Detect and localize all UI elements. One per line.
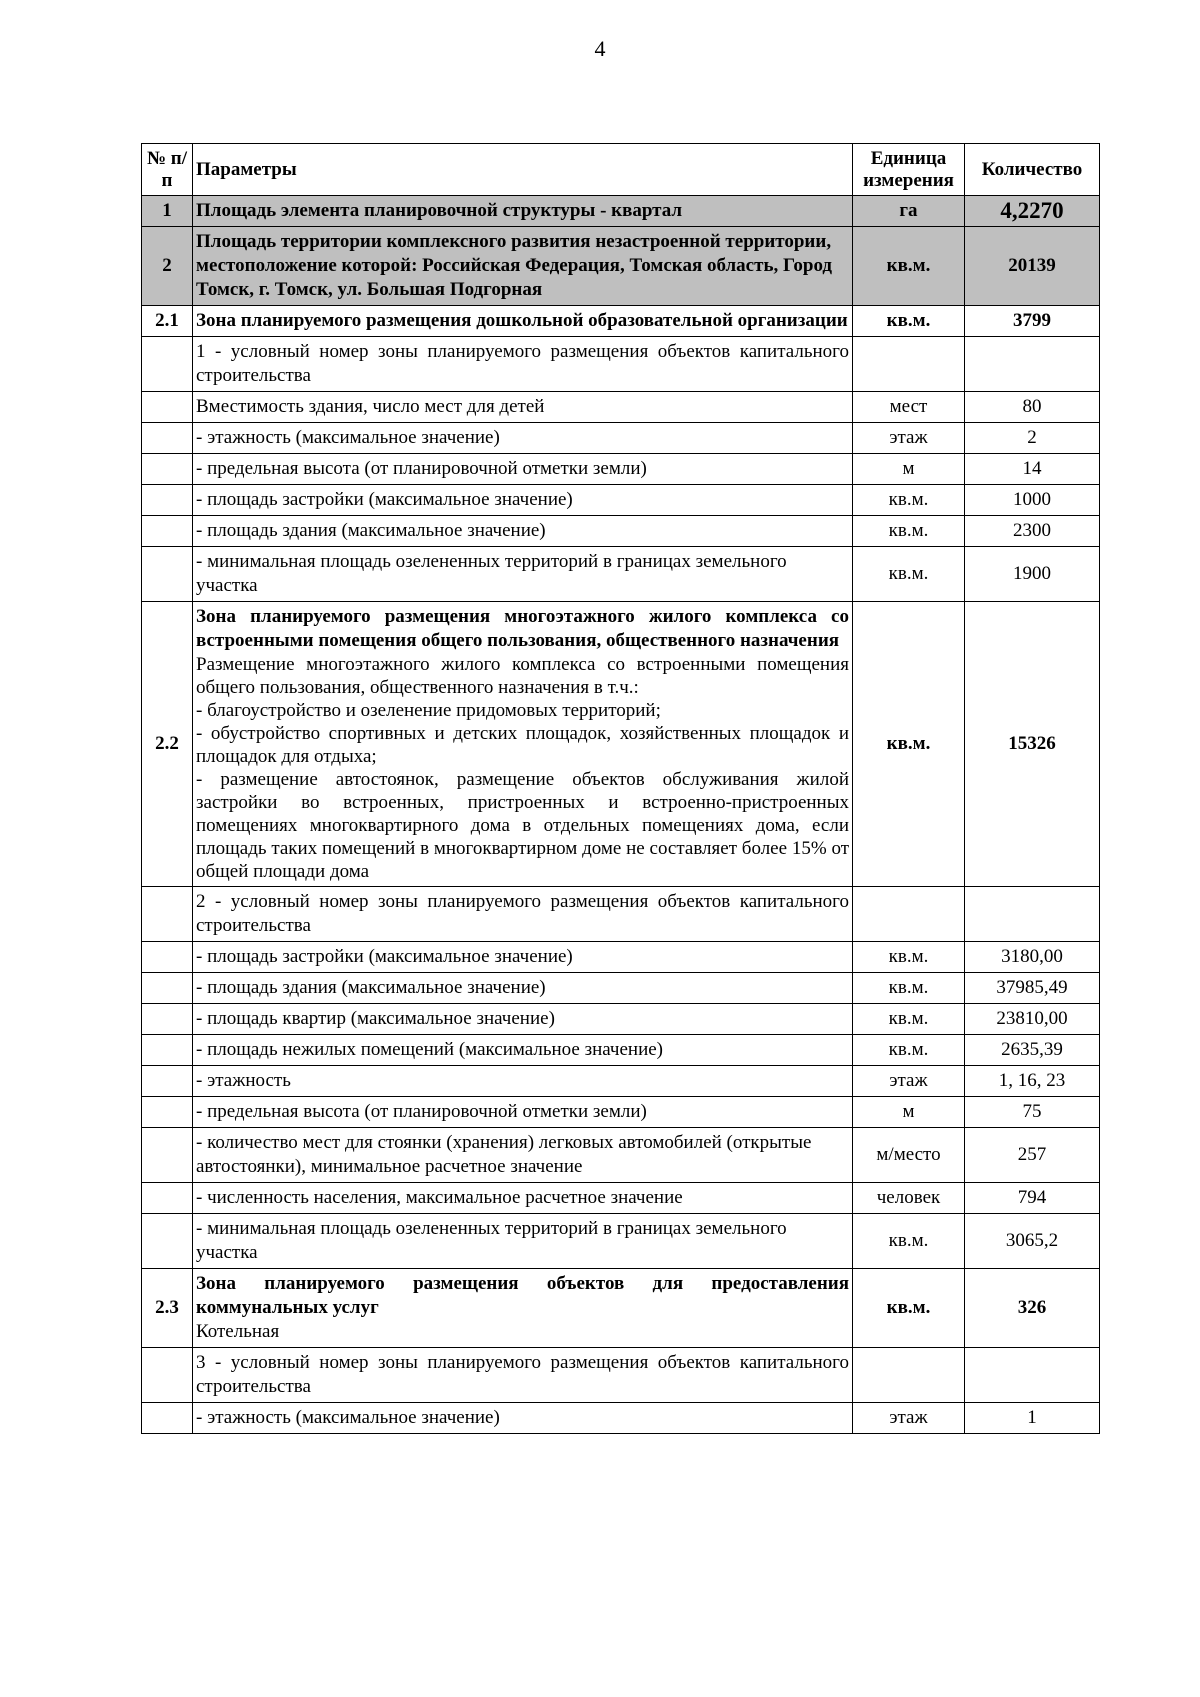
zone-desc-1: Размещение многоэтажного жилого комплекса со встроенными помещения общего пользования, общественного назначения в т.ч.: [196,654,849,698]
zone-desc-3: - обустройство спортивных и детских площадок, хозяйственных площадок и площадок для отдыха; [196,723,849,767]
row-num [142,485,193,516]
row-unit: кв.м. [853,942,965,973]
row-param: - площадь здания (максимальное значение) [193,973,853,1004]
table-row [142,1348,1100,1403]
header-param: Параметры [193,144,853,196]
row-qty: 1900 [965,547,1100,602]
zone-desc-4: - размещение автостоянок, размещение объектов обслуживания жилой застройки во встроенных, пристроенных и встроенно-пристроенных помещениях многоквартирного дома в отдельных помещениях дома, если площадь таких помещений в многоквартирном доме не составляет более 15% от общей площади дома [196,769,849,882]
row-unit: кв.м. [853,1214,965,1269]
row-unit: кв.м. [853,485,965,516]
page-number: 4 [594,36,606,61]
table-row [142,602,1100,887]
row-param: Площадь элемента планировочной структуры - квартал [193,196,853,227]
row-num: 2.2 [142,602,193,887]
row-qty: 20139 [965,227,1100,306]
row-unit: га [853,196,965,227]
row-num [142,1214,193,1269]
row-param [193,1269,853,1348]
row-unit: м [853,1097,965,1128]
header-qty: Количество [965,144,1100,196]
table-header-row [142,144,1100,196]
zone-desc-1: Котельная [196,1321,280,1342]
row-num [142,1403,193,1434]
row-param: Вместимость здания, число мест для детей [193,392,853,423]
row-num [142,973,193,1004]
row-param: - предельная высота (от планировочной отметки земли) [193,454,853,485]
zone-desc-2: - благоустройство и озеленение придомовых территорий; [196,700,661,721]
row-qty [965,1348,1100,1403]
row-num [142,392,193,423]
row-num [142,1128,193,1183]
row-qty: 75 [965,1097,1100,1128]
row-qty [965,337,1100,392]
header-num: № п/п [142,144,193,196]
row-qty: 3065,2 [965,1214,1100,1269]
row-num [142,1348,193,1403]
row-unit: кв.м. [853,1269,965,1348]
table-row [142,1066,1100,1097]
row-qty: 80 [965,392,1100,423]
row-param: - количество мест для стоянки (хранения) легковых автомобилей (открытые автостоянки), минимальное расчетное значение [193,1128,853,1183]
row-param: Площадь территории комплексного развития незастроенной территории, местоположение которой: Российская Федерация, Томская область, Город Томск, г. Томск, ул. Большая Подгорная [193,227,853,306]
table-row [142,1214,1100,1269]
table-row [142,423,1100,454]
row-unit: кв.м. [853,973,965,1004]
zone-title: Зона планируемого размещения объектов для предоставления коммунальных услуг [196,1273,849,1318]
table-row [142,392,1100,423]
row-num: 2.3 [142,1269,193,1348]
table-row [142,227,1100,306]
table-row [142,337,1100,392]
row-unit [853,887,965,942]
row-qty: 37985,49 [965,973,1100,1004]
row-num: 2.1 [142,306,193,337]
row-unit: этаж [853,1403,965,1434]
row-param: - минимальная площадь озелененных территорий в границах земельного участка [193,1214,853,1269]
row-param: - площадь застройки (максимальное значение) [193,485,853,516]
row-param: - этажность (максимальное значение) [193,1403,853,1434]
row-param: 2 - условный номер зоны планируемого размещения объектов капитального строительства [193,887,853,942]
row-num [142,1004,193,1035]
row-qty: 794 [965,1183,1100,1214]
row-qty: 3799 [965,306,1100,337]
table-row [142,454,1100,485]
zone-title: Зона планируемого размещения многоэтажного жилого комплекса со встроенными помещения общего пользования, общественного назначения [196,606,849,651]
row-qty: 2300 [965,516,1100,547]
row-num [142,337,193,392]
row-qty: 4,2270 [965,196,1100,227]
row-qty: 1 [965,1403,1100,1434]
table-row [142,1403,1100,1434]
row-qty: 2 [965,423,1100,454]
table-row [142,973,1100,1004]
row-param: Зона планируемого размещения дошкольной образовательной организации [193,306,853,337]
row-param: - этажность [193,1066,853,1097]
row-qty: 1, 16, 23 [965,1066,1100,1097]
row-num [142,454,193,485]
row-param: - площадь здания (максимальное значение) [193,516,853,547]
header-unit: Единица измерения [853,144,965,196]
table-row [142,942,1100,973]
table-row [142,306,1100,337]
row-param: 3 - условный номер зоны планируемого размещения объектов капитального строительства [193,1348,853,1403]
row-num [142,423,193,454]
row-unit: мест [853,392,965,423]
table-row [142,887,1100,942]
table-row [142,516,1100,547]
table-row [142,1035,1100,1066]
row-unit [853,337,965,392]
row-qty: 2635,39 [965,1035,1100,1066]
row-num [142,942,193,973]
row-qty [965,887,1100,942]
row-param: - этажность (максимальное значение) [193,423,853,454]
row-qty: 14 [965,454,1100,485]
row-qty: 1000 [965,485,1100,516]
row-unit: кв.м. [853,306,965,337]
row-num: 2 [142,227,193,306]
row-param: - минимальная площадь озелененных территорий в границах земельного участка [193,547,853,602]
row-num [142,1097,193,1128]
row-num [142,1066,193,1097]
row-unit: кв.м. [853,516,965,547]
row-qty: 23810,00 [965,1004,1100,1035]
row-unit: кв.м. [853,602,965,887]
row-unit: кв.м. [853,1035,965,1066]
row-param: - площадь нежилых помещений (максимальное значение) [193,1035,853,1066]
table-row [142,1128,1100,1183]
table-row [142,485,1100,516]
row-num [142,516,193,547]
row-param: - численность населения, максимальное расчетное значение [193,1183,853,1214]
row-unit: кв.м. [853,227,965,306]
row-unit: м/место [853,1128,965,1183]
row-qty: 3180,00 [965,942,1100,973]
table-row [142,1269,1100,1348]
table-row [142,196,1100,227]
row-num: 1 [142,196,193,227]
row-unit: кв.м. [853,1004,965,1035]
row-unit: кв.м. [853,547,965,602]
table-row [142,1183,1100,1214]
row-qty: 15326 [965,602,1100,887]
row-unit: м [853,454,965,485]
row-num [142,547,193,602]
table-row [142,1097,1100,1128]
row-qty: 326 [965,1269,1100,1348]
parameters-table [141,143,1100,1434]
row-num [142,887,193,942]
row-unit: человек [853,1183,965,1214]
row-qty: 257 [965,1128,1100,1183]
table-row [142,1004,1100,1035]
row-num [142,1183,193,1214]
row-param: - предельная высота (от планировочной отметки земли) [193,1097,853,1128]
row-param [193,602,853,887]
row-unit: этаж [853,423,965,454]
row-param: 1 - условный номер зоны планируемого размещения объектов капитального строительства [193,337,853,392]
row-unit [853,1348,965,1403]
row-param: - площадь застройки (максимальное значение) [193,942,853,973]
row-param: - площадь квартир (максимальное значение) [193,1004,853,1035]
row-unit: этаж [853,1066,965,1097]
table-row [142,547,1100,602]
row-num [142,1035,193,1066]
